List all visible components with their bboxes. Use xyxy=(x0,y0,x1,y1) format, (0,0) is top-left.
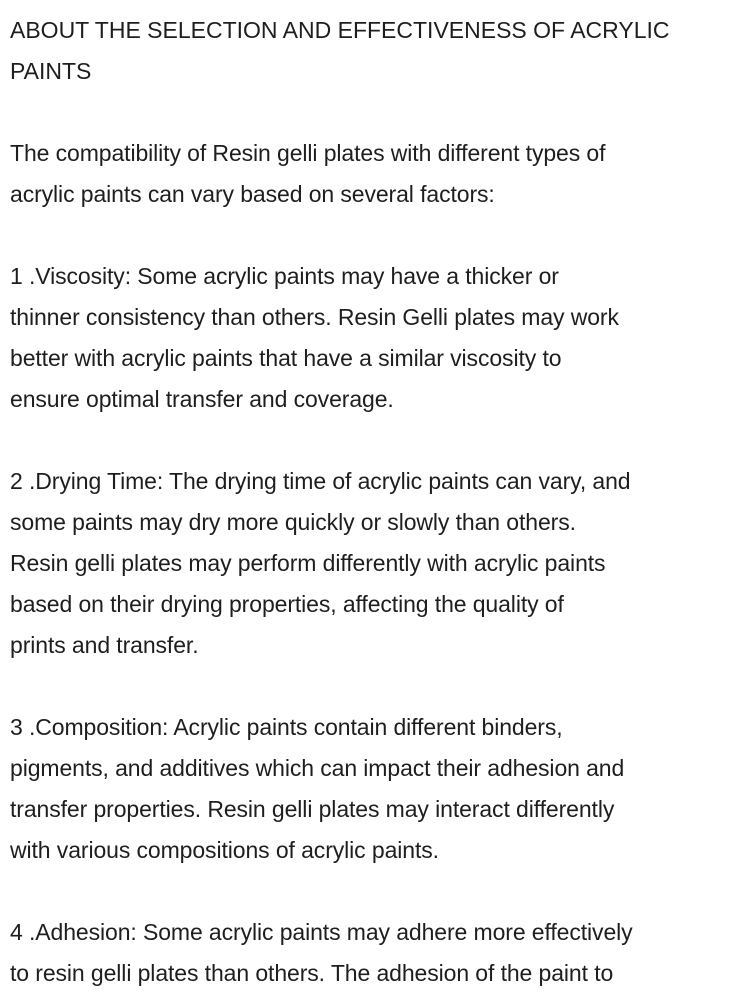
point-adhesion: 4 .Adhesion: Some acrylic paints may adhere more effectively to resin gelli plates than others. The adhesion of the paint to xyxy=(10,919,633,986)
article-title: ABOUT THE SELECTION AND EFFECTIVENESS OF ACRYLIC PAINTS xyxy=(10,17,670,84)
point-drying-time: 2 .Drying Time: The drying time of acrylic paints can vary, and some paints may dry more quickly or slowly than others. Resin gelli plates may perform differently with acrylic paints based on their drying properties, affecting the quality of prints and transfer. xyxy=(10,468,631,658)
point-viscosity: 1 .Viscosity: Some acrylic paints may have a thicker or thinner consistency than others. Resin Gelli plates may work better with acrylic paints that have a similar viscosity to ensure optimal transfer and coverage. xyxy=(10,263,619,412)
point-composition: 3 .Composition: Acrylic paints contain different binders, pigments, and additives which can impact their adhesion and transfer properties. Resin gelli plates may interact differently with various compositions of acrylic paints. xyxy=(10,714,625,863)
intro-paragraph: The compatibility of Resin gelli plates with different types of acrylic paints can vary based on several factors: xyxy=(10,140,606,207)
